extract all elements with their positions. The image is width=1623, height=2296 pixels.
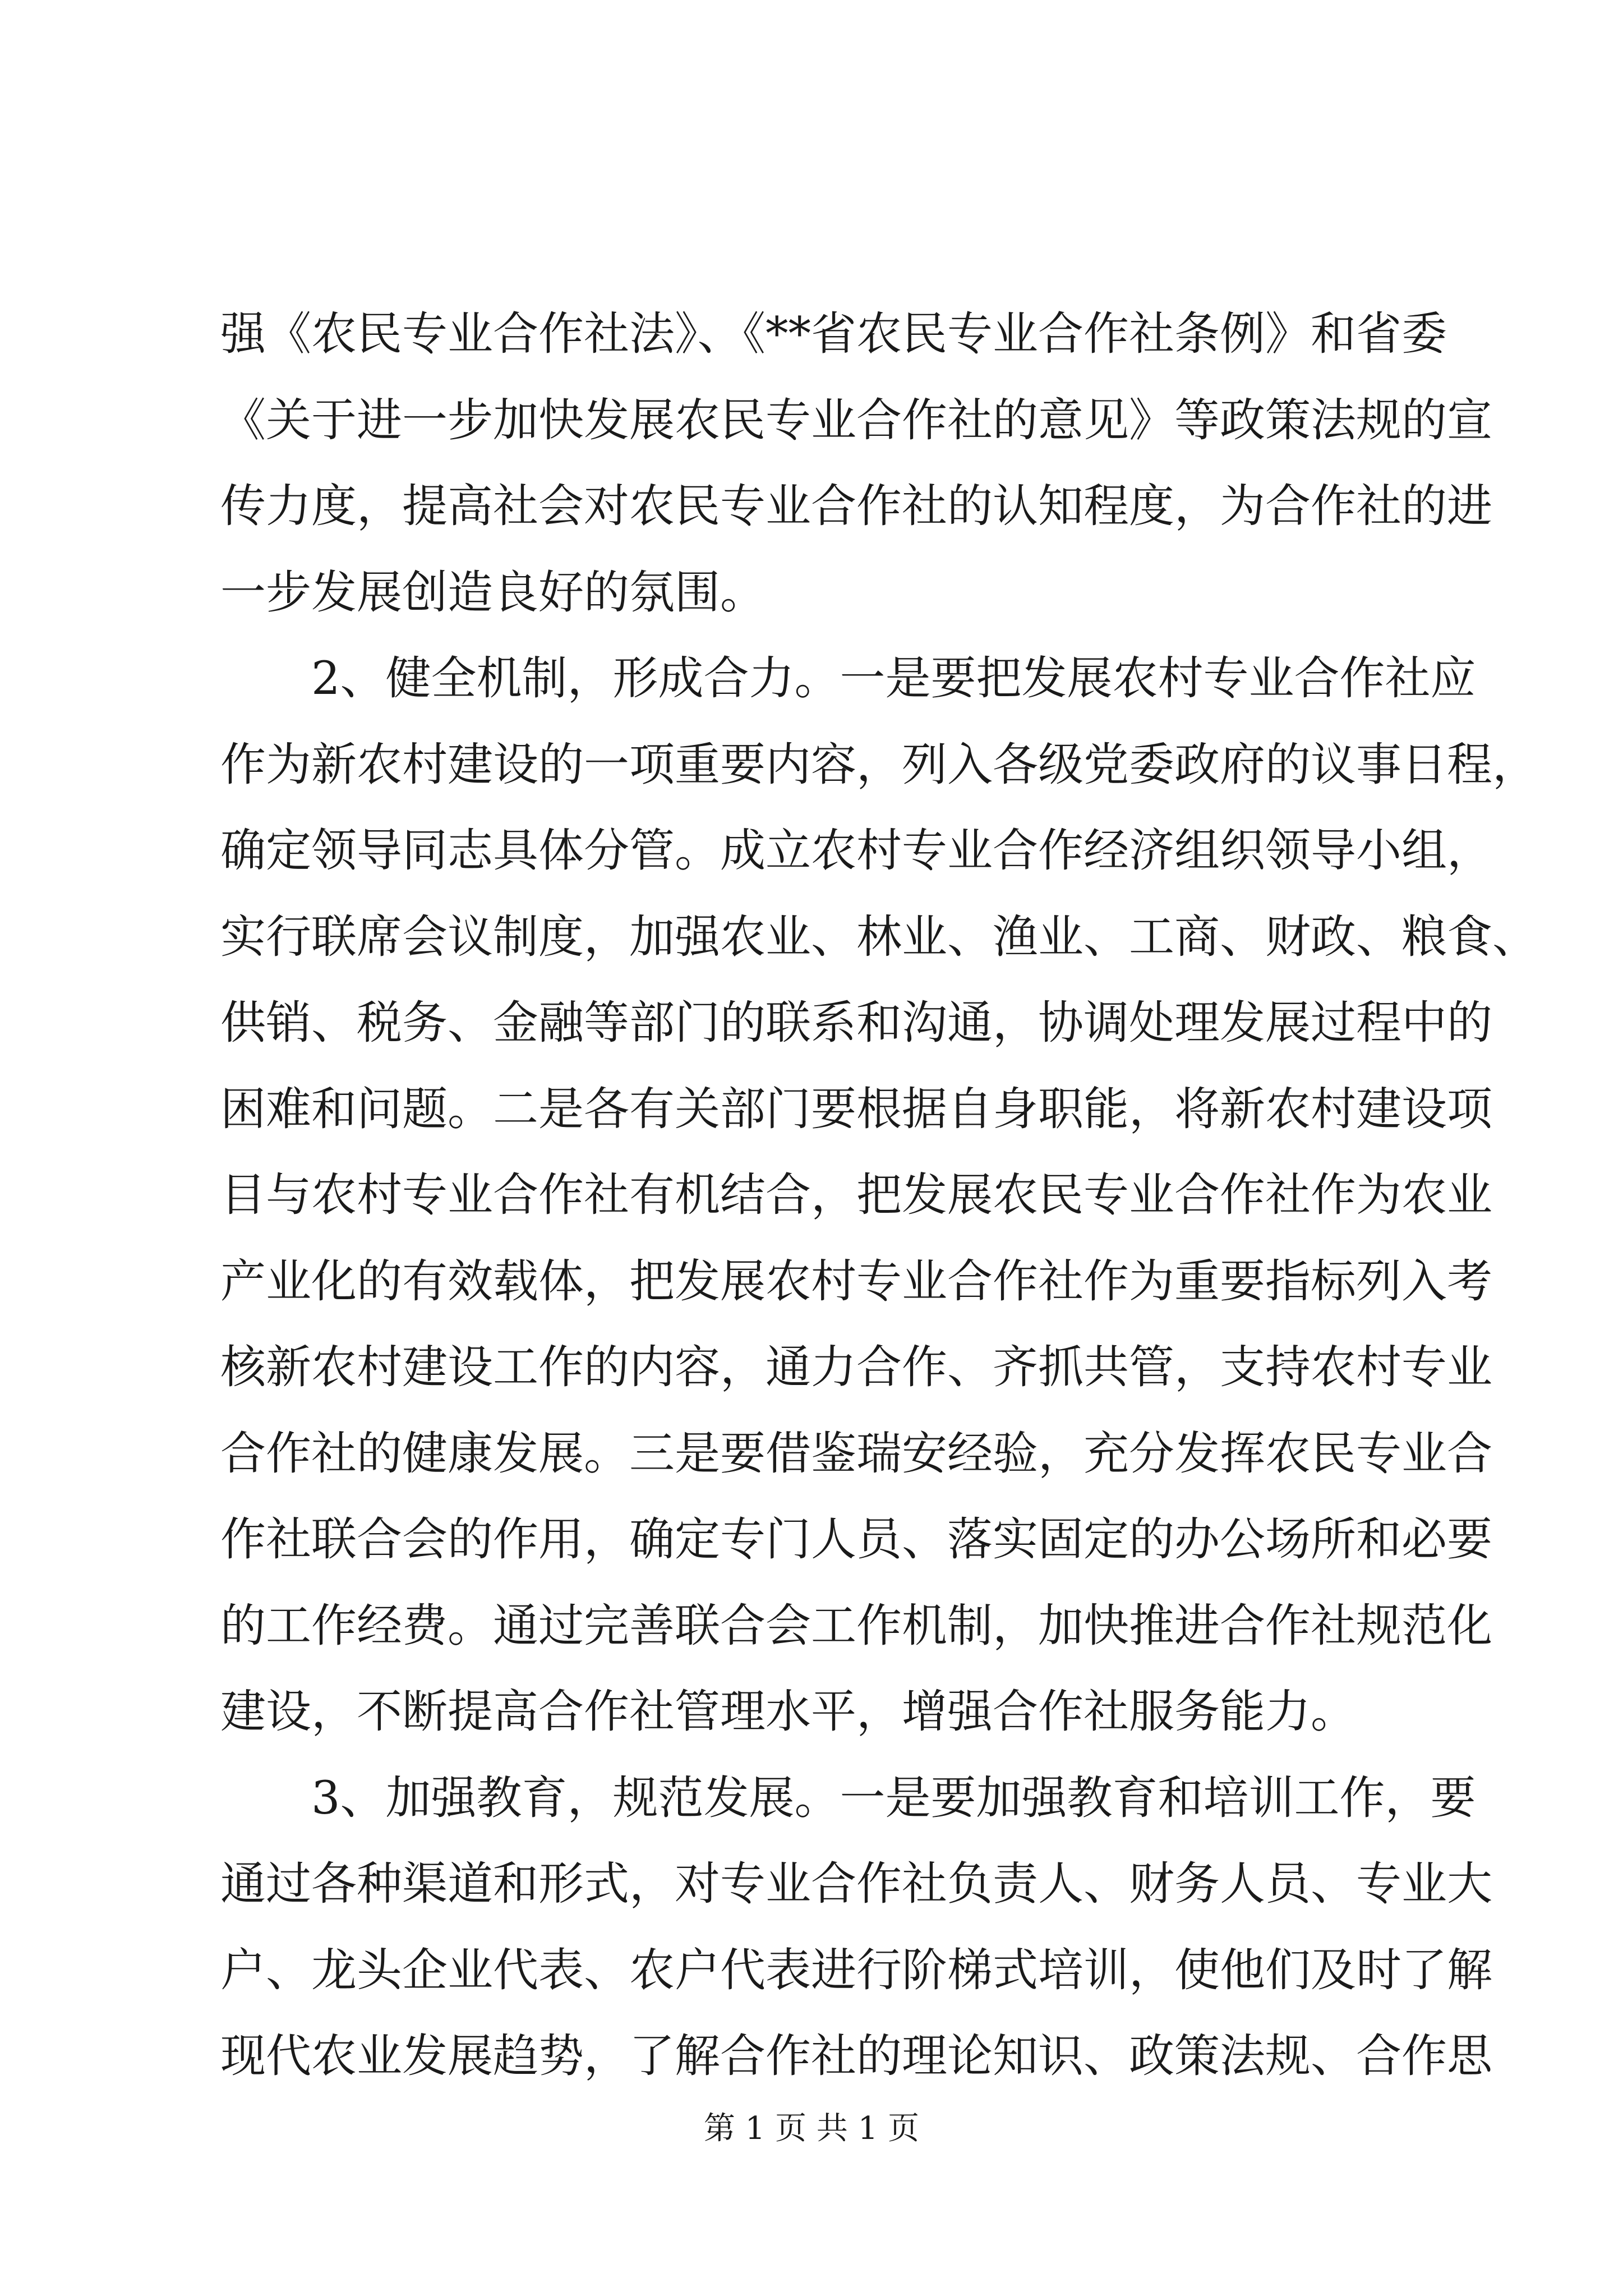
text-line: 的工作经费。通过完善联合会工作机制，加快推进合作社规范化: [220, 1599, 1493, 1653]
text-line: 建设，不断提高合作社管理水平，增强合作社服务能力。: [220, 1686, 1357, 1738]
text-line: 目与农村专业合作社有机结合，把发展农民专业合作社作为农业: [220, 1169, 1493, 1222]
text-line: 现代农业发展趋势，了解合作社的理论知识、政策法规、合作思: [220, 2030, 1493, 2083]
text-line: 供销、税务、金融等部门的联系和沟通，协调处理发展过程中的: [220, 997, 1493, 1050]
text-line: 产业化的有效载体，把发展农村专业合作社作为重要指标列入考: [220, 1255, 1493, 1308]
text-line: 3、加强教育，规范发展。一是要加强教育和培训工作，要: [220, 1772, 1476, 1825]
text-line: 合作社的健康发展。三是要借鉴瑞安经验，充分发挥农民专业合: [220, 1427, 1493, 1480]
text-line: 户、龙头企业代表、农户代表进行阶梯式培训，使他们及时了解: [220, 1944, 1493, 1997]
text-line: 2、健全机制，形成合力。一是要把发展农村专业合作社应: [220, 652, 1476, 705]
text-line: 实行联席会议制度，加强农业、林业、渔业、工商、财政、粮食、: [220, 910, 1538, 964]
text-line: 一步发展创造良好的氛围。: [220, 566, 766, 619]
page-footer: 第 1 页 共 1 页: [703, 2110, 920, 2147]
text-line: 核新农村建设工作的内容，通力合作、齐抓共管，支持农村专业: [220, 1341, 1493, 1394]
text-line: 强《农民专业合作社法》、《**省农民专业合作社条例》和省委: [220, 308, 1447, 361]
text-line: 《关于进一步加快发展农民专业合作社的意见》等政策法规的宣: [220, 394, 1493, 447]
text-line: 通过各种渠道和形式，对专业合作社负责人、财务人员、专业大: [220, 1858, 1493, 1911]
text-line: 传力度，提高社会对农民专业合作社的认知程度，为合作社的进: [220, 480, 1493, 533]
body-text: [220, 292, 1538, 2100]
text-line: 困难和问题。二是各有关部门要根据自身职能，将新农村建设项: [220, 1083, 1493, 1136]
text-line: 确定领导同志具体分管。成立农村专业合作经济组织领导小组，: [220, 825, 1493, 877]
text-line: 作为新农村建设的一项重要内容，列入各级党委政府的议事日程，: [220, 738, 1538, 792]
text-line: 作社联合会的作用，确定专门人员、落实固定的办公场所和必要: [220, 1513, 1493, 1566]
